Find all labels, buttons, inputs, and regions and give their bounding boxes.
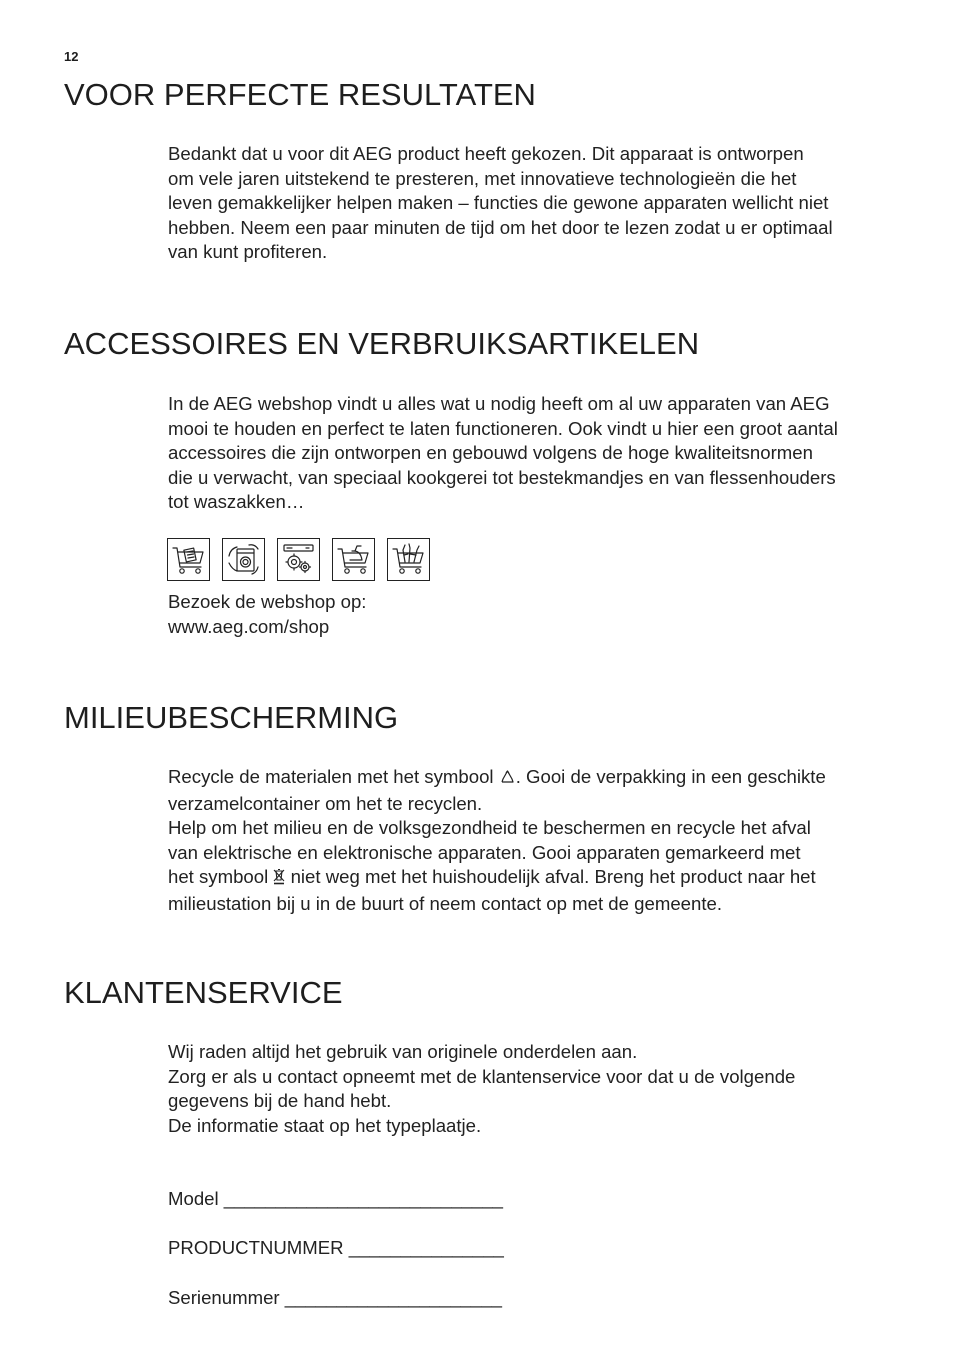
text-line: milieustation bij u in de buurt of neem contact op met de gemeente. (168, 892, 723, 914)
text-line: accessoires die zijn ontworpen en gebouwd volgens de hoge kwaliteitsnormen (168, 442, 813, 464)
webshop-visit-block (168, 590, 913, 639)
cart-iron-icon (332, 538, 375, 581)
text-segment: het symbool (168, 866, 274, 888)
washing-machine-cart-icon (222, 538, 265, 581)
environment-paragraph (168, 765, 913, 917)
text-line: mooi te houden en perfect te laten functioneren. Ook vindt u hier een groot aantal (168, 417, 838, 439)
heading-accessories: ACCESSOIRES EN VERBRUIKSARTIKELEN (64, 326, 700, 361)
intro-paragraph (168, 142, 913, 265)
heading-environment: MILIEUBESCHERMING (64, 700, 399, 735)
heading-customer-service: KLANTENSERVICE (64, 975, 343, 1010)
text-line: om vele jaren uitstekend te presteren, met innovatieve technologieën die het (168, 167, 797, 189)
text-line: Bedankt dat u voor dit AEG product heeft gekozen. Dit apparaat is ontworpen (168, 143, 804, 164)
model-field: Model ___________________________ (168, 1188, 504, 1209)
webshop-url[interactable]: www.aeg.com/shop (168, 615, 330, 637)
recycle-icon (499, 767, 516, 792)
heading-perfect-results: VOOR PERFECTE RESULTATEN (64, 77, 536, 112)
text-line: leven gemakkelijker helpen maken – functies die gewone apparaten wellicht niet (168, 192, 829, 214)
cart-bottles-icon (387, 538, 430, 581)
text-line: tot waszakken… (168, 491, 305, 513)
product-number-field: PRODUCTNUMMER _______________ (168, 1237, 504, 1258)
text-line: verzamelcontainer om het te recyclen. (168, 792, 483, 814)
text-line: hebben. Neem een paar minuten de tijd om het door te lezen zodat u er optimaal (168, 216, 833, 238)
service-paragraph (168, 1040, 913, 1138)
text-segment: Recycle de materialen met het symbool (168, 766, 499, 787)
text-segment: niet weg met het huishoudelijk afval. Breng het product naar het (285, 866, 816, 888)
text-line: Zorg er als u contact opneemt met de klantenservice voor dat u de volgende (168, 1065, 796, 1087)
text-line: Help om het milieu en de volksgezondheid te beschermen en recycle het afval (168, 817, 811, 839)
text-line: die u verwacht, van speciaal kookgerei tot bestekmandjes en van flessenhouders (168, 466, 836, 488)
text-line: gegevens bij de hand hebt. (168, 1090, 392, 1112)
crossed-bin-icon (273, 867, 285, 892)
serial-number-field: Serienummer _____________________ (168, 1287, 502, 1308)
page-number: 12 (64, 49, 79, 64)
text-line: van kunt profiteren. (168, 241, 328, 263)
accessories-paragraph (168, 392, 913, 515)
text-line (168, 865, 913, 892)
text-line: van elektrische en elektronische apparaten. Gooi apparaten gemarkeerd met (168, 841, 801, 863)
shopping-cart-manual-icon (167, 538, 210, 581)
text-line (168, 765, 913, 792)
webshop-visit-label: Bezoek de webshop op: (168, 591, 367, 612)
text-line: In de AEG webshop vindt u alles wat u nodig heeft om al uw apparaten van AEG (168, 393, 830, 414)
text-line: Wij raden altijd het gebruik van originele onderdelen aan. (168, 1041, 638, 1062)
text-line: De informatie staat op het typeplaatje. (168, 1114, 482, 1136)
webshop-icon-row (167, 538, 430, 581)
cart-settings-icon (277, 538, 320, 581)
text-segment: . Gooi de verpakking in een geschikte (515, 766, 826, 787)
